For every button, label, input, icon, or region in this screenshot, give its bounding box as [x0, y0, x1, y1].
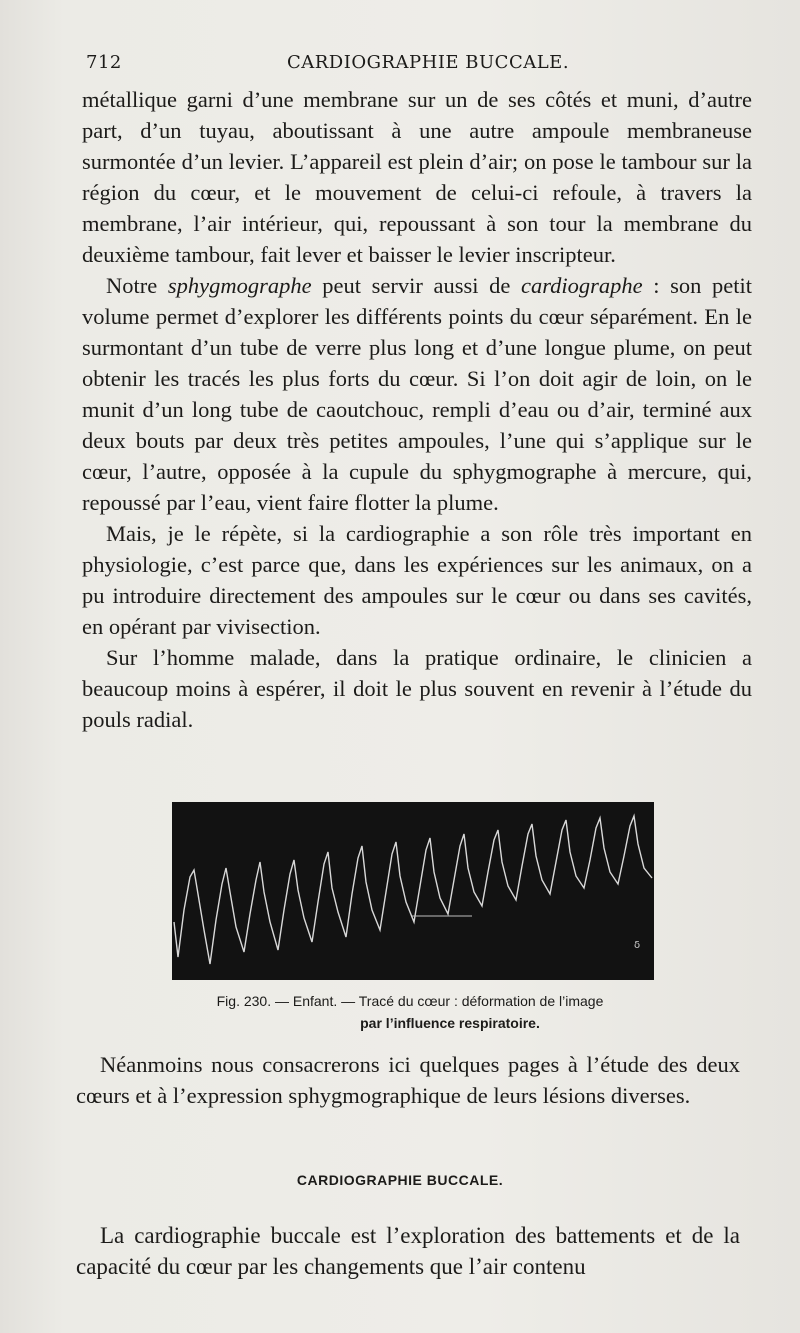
caption-line-1: Fig. 230. — Enfant. — Tracé du cœur : déformation de l’image: [216, 993, 604, 1009]
svg-text:δ: δ: [634, 940, 641, 951]
term-cardiographe: cardiographe: [520, 273, 643, 298]
body-text-top: [82, 84, 752, 735]
section-heading: CARDIOGRAPHIE BUCCALE.: [296, 1172, 504, 1188]
paragraph-4: Sur l’homme malade, dans la pratique ordinaire, le clinicien a beaucoup moins à espérer, il doit le plus souvent en revenir à l’étude du pouls radial.: [82, 645, 752, 732]
cardiogram-figure: [172, 802, 654, 980]
paragraph-2-mid: peut servir aussi de: [322, 273, 511, 298]
figure-caption: [100, 990, 760, 1034]
paragraph-3: Mais, je le répète, si la cardiographie a son rôle très important en physiologie, c’est parce que, dans les expériences sur les animaux, on a pu introduire directement des ampoules sur le cœur ou dans ses cavités, en opérant par vivisection.: [82, 521, 752, 639]
section-body: [76, 1220, 740, 1282]
paragraph-6: La cardiographie buccale est l’exploration des battements et de la capacité du cœur par les changements que l’air contenu: [76, 1223, 740, 1279]
caption-line-2: par l’influence respiratoire.: [360, 1015, 540, 1031]
page-number: 712: [86, 52, 122, 73]
paragraph-1: métallique garni d’une membrane sur un de ses côtés et muni, d’autre part, d’un tuyau, aboutissant à une autre ampoule membraneuse surmontée d’un levier. L’appareil est plein d’air; on pose le tambour sur la région du cœur, et le mouvement de celui-ci refoule, à travers la membrane, l’air intérieur, qui, repoussant à son tour la membrane du deuxième tambour, fait lever et baisser le levier inscripteur.: [82, 87, 752, 267]
paragraph-2: [82, 270, 752, 518]
running-title: CARDIOGRAPHIE BUCCALE.: [286, 52, 570, 73]
paragraph-2-lead: Notre: [106, 273, 158, 298]
paragraph-2-rest: : son petit volume permet d’explorer les différents points du cœur séparément. En le surmontant d’un tube de verre plus long et d’une longue plume, on peut obtenir les tracés les plus forts du cœur. Si l’on doit agir de loin, on le munit d’un long tube de caoutchouc, rempli d’eau ou d’air, terminé aux deux bouts par deux très petites ampoules, l’une qui s’applique sur le cœur, l’autre, opposée à la cupule du sphygmographe à mercure, qui, repoussé par l’eau, vient faire flotter la plume.: [82, 273, 753, 515]
body-text-after-figure: [76, 1049, 740, 1111]
cardiogram-trace-image: [172, 802, 654, 980]
term-sphygmographe: sphygmographe: [167, 273, 312, 298]
paragraph-5: Néanmoins nous consacrerons ici quelques pages à l’étude des deux cœurs et à l’expression sphygmographique de leurs lésions diverses.: [76, 1052, 740, 1108]
